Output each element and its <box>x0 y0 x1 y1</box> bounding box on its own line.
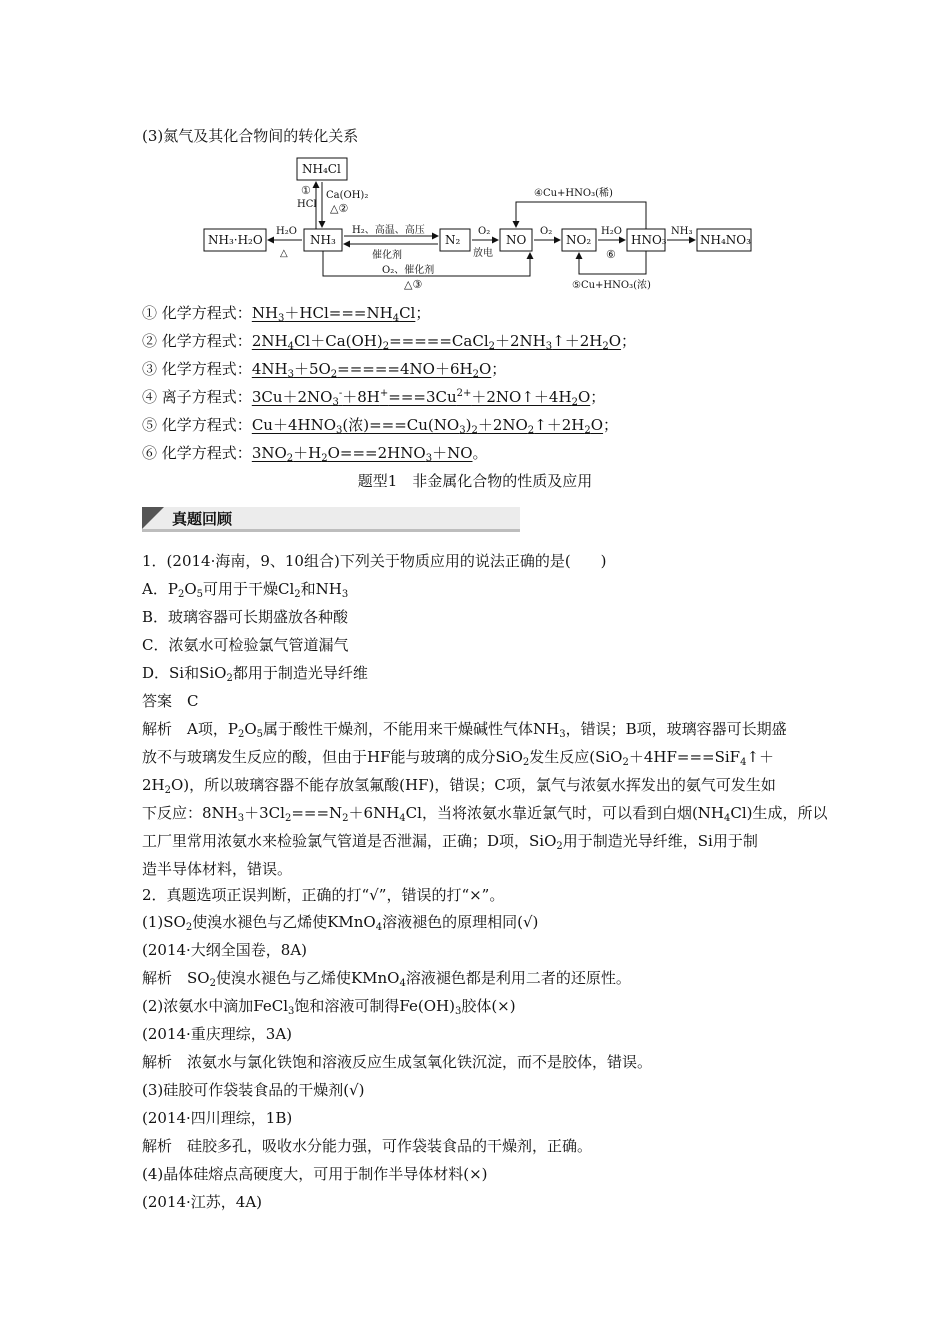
q2-item1: $(1)SO_2$使溴水褪色与乙烯使KMnO$_4$溶液褪色的原理相同(√) <box>142 913 539 933</box>
label-cu-conc: ⑤Cu+HNO₃(浓) <box>572 280 651 291</box>
section-triangle-icon <box>142 507 164 529</box>
q1-explanation-line5: 工厂里常用浓氨水来检验氯气管道是否泄漏，正确；D项，SiO$_2$用于制造光导纤维，Si用于制 <box>142 832 758 852</box>
q2-item3-source: (2014·四川理综，1B) <box>142 1109 293 1127</box>
node-nh3h2o: NH₃·H₂O <box>208 233 263 247</box>
q2-item2: (2)浓氨水中滴加FeCl$_3$饱和溶液可制得$Fe(OH)_3$胶体(×) <box>142 997 516 1017</box>
q2-item1-source: (2014·大纲全国卷，8A) <box>142 941 308 959</box>
label-circ1: ① <box>301 184 311 197</box>
label-tri3: △③ <box>404 278 423 291</box>
label-circ6: ⑥ <box>606 248 616 261</box>
q2-item2-source: (2014·重庆理综，3A) <box>142 1025 293 1043</box>
q2-item2-explanation: 解析 浓氨水与氯化铁饱和溶液反应生成氢氧化铁沉淀，而不是胶体，错误。 <box>142 1053 653 1071</box>
q1-option-c: C．浓氨水可检验氯气管道漏气 <box>142 636 349 654</box>
q1-answer: 答案 C <box>142 692 199 710</box>
topic-title: 题型1 非金属化合物的性质及应用 <box>357 472 593 490</box>
q2-stem: 2．真题选项正误判断，正确的打“√”，错误的打“×”。 <box>142 886 505 904</box>
equation-3: ③ 化学方程式：$4NH_3+5O_2=====4NO+6H_2O$； <box>142 360 507 380</box>
label-o2-b: O₂ <box>540 226 553 237</box>
q1-explanation-line1: 解析 A项，$P_2O_5$属于酸性干燥剂，不能用来干燥碱性气体$NH_3$，错误；B项，玻璃容器可长期盛 <box>142 720 787 740</box>
label-h2-cond: H₂、高温、高压 <box>352 225 425 236</box>
q1-explanation-line6: 造半导体材料，错误。 <box>142 860 293 878</box>
q1-explanation-line3: $2H_2O$)，所以玻璃容器不能存放氢氟酸(HF)，错误；C项，氯气与浓氨水挥发出的氨气可发生如 <box>142 776 776 796</box>
q2-item3-explanation: 解析 硅胶多孔，吸收水分能力强，可作袋装食品的干燥剂，正确。 <box>142 1137 593 1155</box>
equation-2: ② 化学方程式：$2NH_4Cl+Ca(OH)_2=====CaCl_2+2NH_3↑+2H_2O$； <box>142 332 637 352</box>
q2-item1-explanation: 解析 $SO_2$使溴水褪色与乙烯使KMnO$_4$溶液褪色都是利用二者的还原性。 <box>142 969 631 989</box>
q1-option-b: B．玻璃容器可长期盛放各种酸 <box>142 608 349 626</box>
label-h2o-left: H₂O <box>276 226 297 237</box>
node-nh4no3: NH₄NO₃ <box>700 233 751 247</box>
equation-5: ⑤ 化学方程式：$Cu+4HNO_3$(浓)$===Cu(NO_3)_2+2NO_2↑+2H_2O$； <box>142 416 619 436</box>
q1-option-d: D．Si和SiO$_2$都用于制造光导纤维 <box>142 664 368 684</box>
label-o2-a: O₂ <box>478 226 491 237</box>
section-header <box>142 507 520 532</box>
intro-heading: (3)氮气及其化合物间的转化关系 <box>142 127 359 145</box>
label-tri-left: △ <box>280 248 288 259</box>
q1-stem: 1．(2014·海南，9、10组合)下列关于物质应用的说法正确的是( ) <box>142 552 607 570</box>
label-caoh2: Ca(OH)₂ <box>326 190 369 201</box>
label-hcl: HCl <box>297 199 317 210</box>
label-h2o-right: H₂O <box>601 226 622 237</box>
q1-explanation-line4: 下反应：$8NH_3+3Cl_2===N_2+6NH_4Cl$，当将浓氨水靠近氯气时，可以看到白烟$(NH_4Cl)$生成，所以 <box>142 804 828 824</box>
q2-item4-source: (2014·江苏，4A) <box>142 1193 263 1211</box>
label-nh3-right: NH₃ <box>671 226 693 237</box>
label-cu-dilute: ④Cu+HNO₃(稀) <box>534 188 613 199</box>
label-catalyst: 催化剂 <box>372 250 402 261</box>
equation-6: ⑥ 化学方程式：$3NO_2+H_2O===2HNO_3+NO$。 <box>142 444 488 464</box>
node-n2: N₂ <box>445 233 461 247</box>
nitrogen-conversion-diagram <box>200 152 760 294</box>
q1-explanation-line2: 放不与玻璃发生反应的酸，但由于HF能与玻璃的成分SiO$_2$发生反应(SiO$_2$＋4HF===SiF$_4$↑＋ <box>142 748 775 768</box>
label-o2-catalyst: O₂、催化剂 <box>382 265 435 276</box>
node-hno3: HNO₃ <box>631 233 667 247</box>
node-no2: NO₂ <box>566 233 592 247</box>
equation-1: ① 化学方程式：$NH_3+HCl===NH_4Cl$； <box>142 304 431 324</box>
label-discharge: 放电 <box>473 248 493 259</box>
node-nh4cl: NH₄Cl <box>302 162 341 176</box>
q2-item3: (3)硅胶可作袋装食品的干燥剂(√) <box>142 1081 365 1099</box>
node-nh3: NH₃ <box>310 233 336 247</box>
node-no: NO <box>506 233 527 247</box>
label-tri2: △② <box>330 202 349 215</box>
equation-4: ④ 离子方程式：$3Cu+2NO_3^-+8H^+===3Cu^{2+}+2NO↑+4H_2O$； <box>142 388 606 408</box>
section-title: 真题回顾 <box>172 510 233 528</box>
q1-option-a: A．$P_2O_5$可用于干燥$Cl_2$和$NH_3$ <box>142 580 349 600</box>
q2-item4: (4)晶体硅熔点高硬度大，可用于制作半导体材料(×) <box>142 1165 488 1183</box>
